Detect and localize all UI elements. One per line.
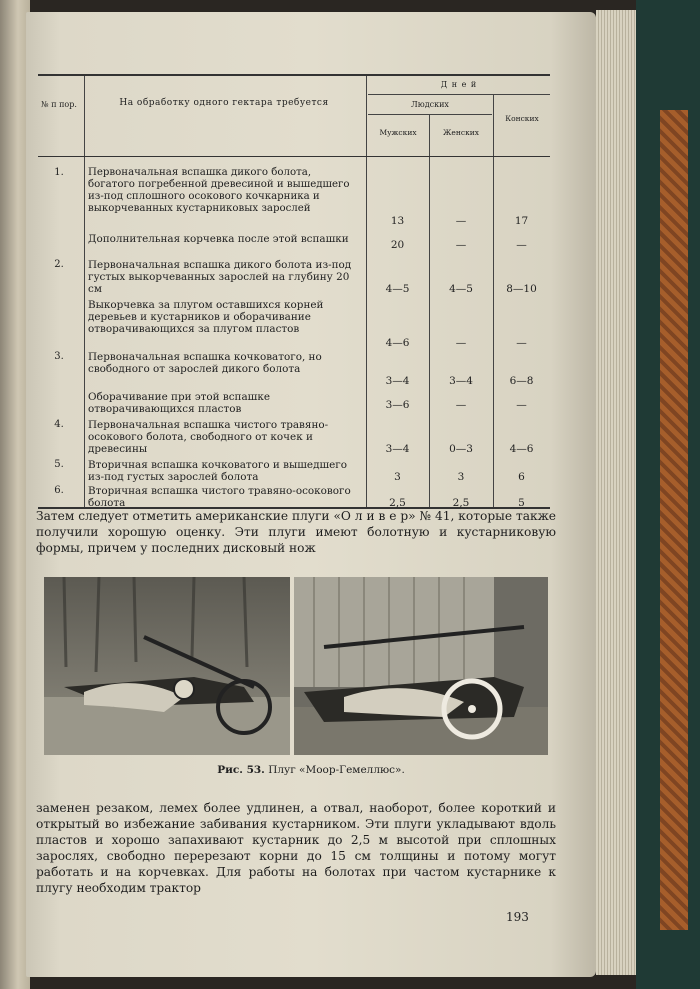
figure-caption (26, 764, 596, 776)
plough-photo-left (44, 577, 290, 755)
header-women: Женских (443, 128, 479, 137)
caption-label: Рис. 53. (217, 764, 265, 776)
header-human: Людских (411, 100, 449, 109)
page-stack-edge (596, 10, 636, 975)
book-page (26, 12, 596, 977)
header-men: Мужских (379, 128, 417, 137)
plough-photo-right (294, 577, 548, 755)
header-number: № п пор. (41, 100, 77, 109)
body-paragraph-2: заменен резаком, лемех более удлинен, а отвал, наоборот, более короткий и открытый во избежание забивания кустарником. Эти плуги укладывают вдоль пластов и хорошо запахивают кустарник до 2,5 м высотой при сплошных зарослях, свободно перерезают корни до 15 см толщины и потому могут работать и на корчевках. Для работы на болотах при частом кустарнике к плугу необходим трактор (36, 801, 556, 895)
header-horse: Конских (505, 114, 539, 123)
header-work: На обработку одного гектара требуется (119, 98, 329, 108)
cover-weave-pattern (660, 110, 688, 930)
header-days: Д н е й (440, 80, 478, 89)
caption-text: Плуг «Моор-Гемеллюс». (268, 764, 405, 776)
page-number: 193 (506, 910, 529, 924)
table-body: 1. Первоначальная вспашка дикого болота, богатого погребенной древесиной и вышедшего из-под сплошного осокового кочкарника и выкорчеванных кустарниковых зарослей 13 — 17 Дополнительная корчевка после этой вспашки 20 — — 2. Первоначальная вспашка дикого болота из-под густых выкорчеванных зарослей на глубину 20 см 4—5 4—5 8—10 Выкорчевка за плугом оставшихся корней деревьев и кустарников и оборачивание отворачивающихся за плугом пластов 4—6 — — 3. Первоначальная вспашка кочковатого, но свободного от зарослей дикого болота 3—4 3—4 6—8 Оборачивание при этой вспашке отворачивающихся пластов 3—6 — — 4. Первоначальная вспашка чистого травяно-осокового болота, свободного от кочек и древесины 3—4 0—3 4—6 5. Вторичная вспашка кочковатого и вышедшего из-под густых зарослей болота 3 3 6 6. Вторичная вспашка чистого травяно-осокового болота 2,5 2,5 5 (38, 157, 550, 507)
body-paragraph-1: Затем следует отметить американские плуги «О л и в е р» № 41, которые также получили хорошую оценку. Эти плуги имеют болотную и кустарниковую формы, причем у последних дисковый нож (36, 509, 556, 555)
table-header (38, 76, 550, 157)
labor-table (38, 74, 550, 509)
